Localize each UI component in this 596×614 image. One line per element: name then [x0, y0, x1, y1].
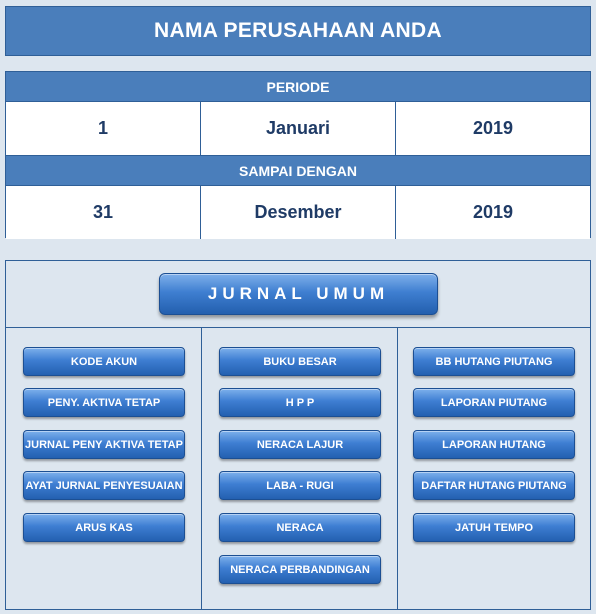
period-table — [5, 71, 591, 238]
period-end-row — [6, 186, 590, 239]
buku-besar-button[interactable]: BUKU BESAR — [219, 347, 381, 376]
neraca-lajur-button[interactable]: NERACA LAJUR — [219, 430, 381, 459]
start-day[interactable]: 1 — [97, 118, 108, 138]
jurnal-peny-aktiva-tetap-button[interactable]: JURNAL PENY AKTIVA TETAP — [23, 430, 185, 459]
daftar-hutang-piutang-button[interactable]: DAFTAR HUTANG PIUTANG — [413, 471, 575, 500]
neraca-button[interactable]: NERACA — [219, 513, 381, 542]
bb-hutang-piutang-button[interactable]: BB HUTANG PIUTANG — [413, 347, 575, 376]
end-year[interactable]: 2019 — [395, 186, 590, 239]
menu-divider — [201, 327, 202, 609]
menu-divider — [6, 327, 590, 328]
arus-kas-button[interactable]: ARUS KAS — [23, 513, 185, 542]
kode-akun-button[interactable]: KODE AKUN — [23, 347, 185, 376]
period-start-row — [6, 102, 590, 155]
company-title: NAMA PERUSAHAAN ANDA — [5, 6, 591, 56]
menu-panel — [5, 260, 591, 610]
laporan-piutang-button[interactable]: LAPORAN PIUTANG — [413, 388, 575, 417]
neraca-perbandingan-button[interactable]: NERACA PERBANDINGAN — [219, 555, 381, 584]
period-start-label: PERIODE — [6, 72, 590, 102]
jatuh-tempo-button[interactable]: JATUH TEMPO — [413, 513, 575, 542]
end-day[interactable]: 31 — [92, 202, 114, 222]
jurnal-umum-button[interactable]: JURNAL UMUM — [159, 273, 438, 315]
ayat-jurnal-penyesuaian-button[interactable]: AYAT JURNAL PENYESUAIAN — [23, 471, 185, 500]
laporan-hutang-button[interactable]: LAPORAN HUTANG — [413, 430, 575, 459]
hpp-button[interactable]: H P P — [219, 388, 381, 417]
start-month[interactable]: Januari — [200, 102, 395, 155]
menu-divider — [397, 327, 398, 609]
start-year[interactable]: 2019 — [395, 102, 590, 155]
peny-aktiva-tetap-button[interactable]: PENY. AKTIVA TETAP — [23, 388, 185, 417]
laba-rugi-button[interactable]: LABA - RUGI — [219, 471, 381, 500]
end-month[interactable]: Desember — [200, 186, 395, 239]
period-end-label: SAMPAI DENGAN — [6, 155, 590, 186]
